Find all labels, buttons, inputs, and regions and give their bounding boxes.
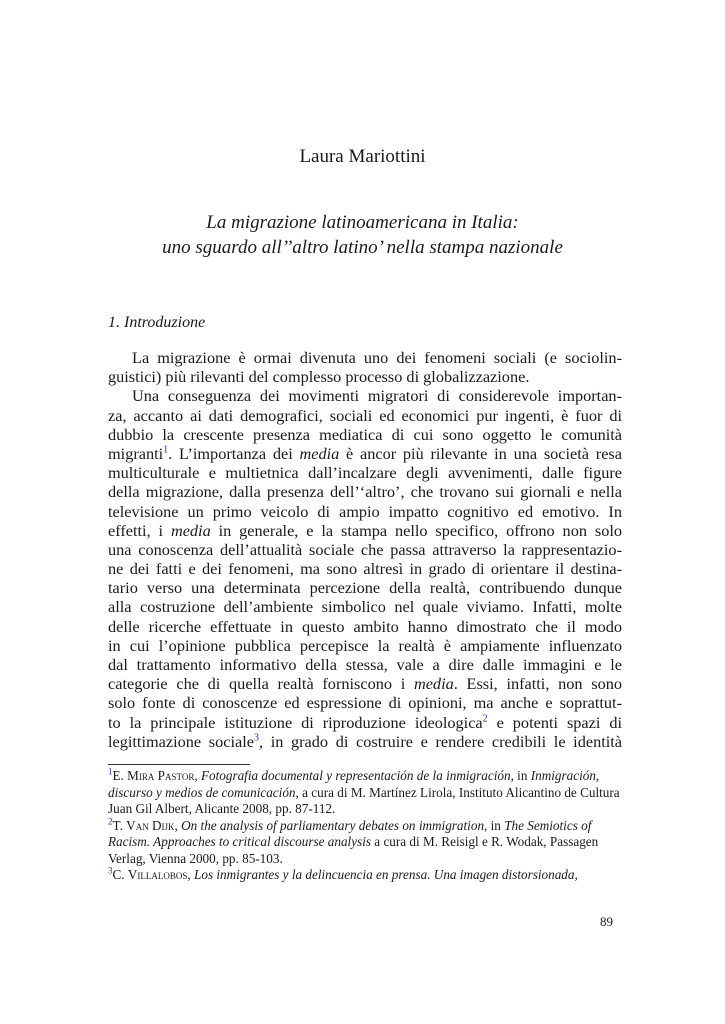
author-name: Laura Mariottini (299, 146, 426, 167)
body-line: categorie che di quella realtà forniscono i media. Essi, infatti, non sono (108, 674, 622, 694)
body-line: guistici) più rilevanti del complesso processo di globalizzazione. (108, 367, 530, 387)
footnote-3: $^3$C. Villalobos, Los inmigrantes y la delincuencia en prensa. Una imagen distorsionada, (108, 865, 578, 882)
body-text (108, 348, 622, 751)
footnote-divider (108, 764, 250, 765)
footnote-ref-3[interactable]: 3 (253, 732, 259, 744)
footnote-mark-2[interactable]: 2 (108, 816, 113, 827)
title-line-1: La migrazione latinoamericana in Italia: (206, 212, 519, 233)
body-line: televisione un primo veicolo di ampio impatto cognitivo ed emotivo. In (108, 501, 622, 521)
body-line: dubbio la crescente presenza mediatica di cui sono oggetto le comunità (108, 424, 622, 444)
body-line: della migrazione, dalla presenza dell’‘altro’, che trovano sui giornali e nella (108, 482, 622, 502)
body-line: delle ricerche effettuate in questo ambito hanno dimostrato che il modo (108, 616, 622, 636)
body-line: solo fonte di conoscenze ed espressione di opinioni, ma anche e soprattut- (108, 693, 622, 713)
body-line: legittimazione sociale$^3$, in grado di costruire e rendere credibili le identità (108, 731, 623, 751)
article-title (0, 210, 725, 260)
body-line: effetti, i media in generale, e la stampa nello specifico, offrono non solo (108, 520, 622, 540)
footnotes (108, 768, 622, 884)
body-line: La migrazione è ormai divenuta uno dei fenomeni sociali (e sociolin- (132, 348, 622, 367)
footnote-mark-1[interactable]: 1 (108, 766, 113, 777)
footnote-mark-3[interactable]: 3 (108, 865, 113, 876)
body-line: ne dei fatti e dei fenomeni, ma sono altresì in grado di orientare il destina- (108, 559, 622, 579)
footnote-2: $^2$T. Van Dijk, On the analysis of parliamentary debates on immigration, in The Semiotics of Racism. Approaches to critical discourse analysis a cura di M. Reisigl e R. Wodak, Passagen Verlag, Vienna 2000, pp. 85-103. (108, 816, 599, 866)
section-heading: 1. Introduzione (108, 314, 206, 331)
footnote-ref-1[interactable]: 1 (163, 444, 169, 456)
page-number: 89 (600, 914, 613, 929)
body-line: za, accanto ai dati demografici, sociali ed economici pur ingenti, è fuor di (108, 405, 622, 425)
body-line: dal trattamento informativo della stessa, vale a dire dalle immagini e le (108, 655, 622, 674)
body-line: to la principale istituzione di riproduzione ideologica$^2$ e potenti spazi di (108, 712, 623, 732)
body-line: multiculturale e multietnica dall’incalzare degli avvenimenti, dalle figure (108, 463, 622, 483)
body-line: in cui l’opinione pubblica percepisce la realtà è ampiamente influenzato (108, 635, 622, 655)
footnote-ref-2[interactable]: 2 (482, 713, 488, 725)
title-line-2: uno sguardo all’’altro latino’ nella stampa nazionale (162, 237, 563, 258)
body-line: alla costruzione dell’ambiente simbolico nel quale viviamo. Infatti, molte (108, 597, 622, 617)
body-line: una conoscenza dell’attualità sociale che passa attraverso la rappresentazio- (108, 539, 622, 559)
body-line: tario verso una determinata percezione della realtà, contribuendo dunque (108, 578, 622, 598)
body-line: migranti$^1$. L’importanza dei media è ancor più rilevante in una società resa (108, 443, 622, 463)
body-line: Una conseguenza dei movimenti migratori di considerevole importan- (132, 386, 622, 406)
footnote-1: $^1$E. Mira Pastor, Fotografia documental y representación de la inmigración, in Inmigración, discurso y medios de comunicación, a cura di M. Martínez Lirola, Instituto Alicantino de Cultura Juan Gil Albert, Alicante 2008, pp. 87-112. (108, 766, 620, 816)
